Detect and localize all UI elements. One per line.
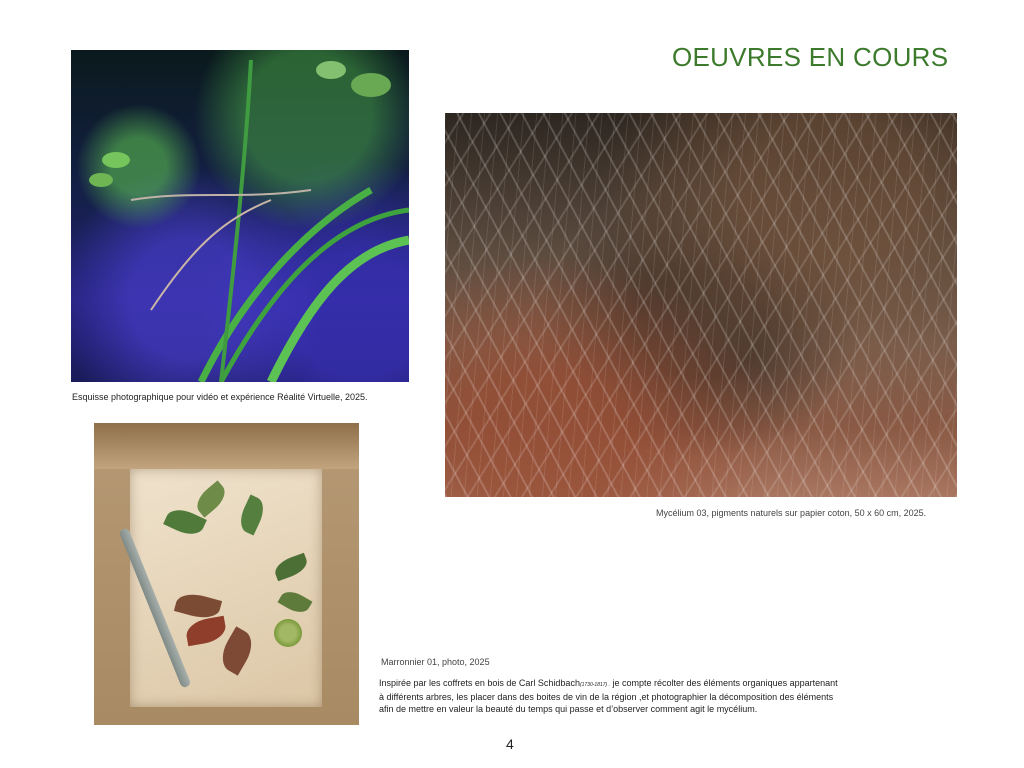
vr-sketch-photo	[71, 50, 409, 382]
description-intro: Inspirée par les coffrets en bois de Carl Schidbach	[379, 678, 580, 688]
box-interior	[130, 469, 322, 707]
mycelium-caption: Mycélium 03, pigments naturels sur papier coton, 50 x 60 cm, 2025.	[656, 508, 927, 518]
project-description	[379, 677, 939, 715]
mycelium-painting	[445, 113, 957, 497]
description-line2: à différents arbres, les placer dans des boites de vin de la région ,et photographier la décomposition des éléments	[379, 692, 834, 702]
box-top-edge	[94, 423, 359, 469]
description-line1: je compte récolter des éléments organiques appartenant	[609, 678, 838, 688]
vr-sketch-caption: Esquisse photographique pour vidéo et expérience Réalité Virtuelle, 2025.	[72, 392, 368, 402]
marronnier-photo	[94, 423, 359, 725]
chestnut-burr	[274, 619, 302, 647]
description-line3: afin de mettre en valeur la beauté du temps qui passe et d’observer comment agit le mycélium.	[379, 704, 758, 714]
description-dates: (1730-1817) .	[579, 682, 610, 688]
page-title: OEUVRES EN COURS	[672, 42, 949, 72]
page-number: 4	[506, 736, 514, 752]
marronnier-caption: Marronnier 01, photo, 2025	[381, 657, 490, 667]
